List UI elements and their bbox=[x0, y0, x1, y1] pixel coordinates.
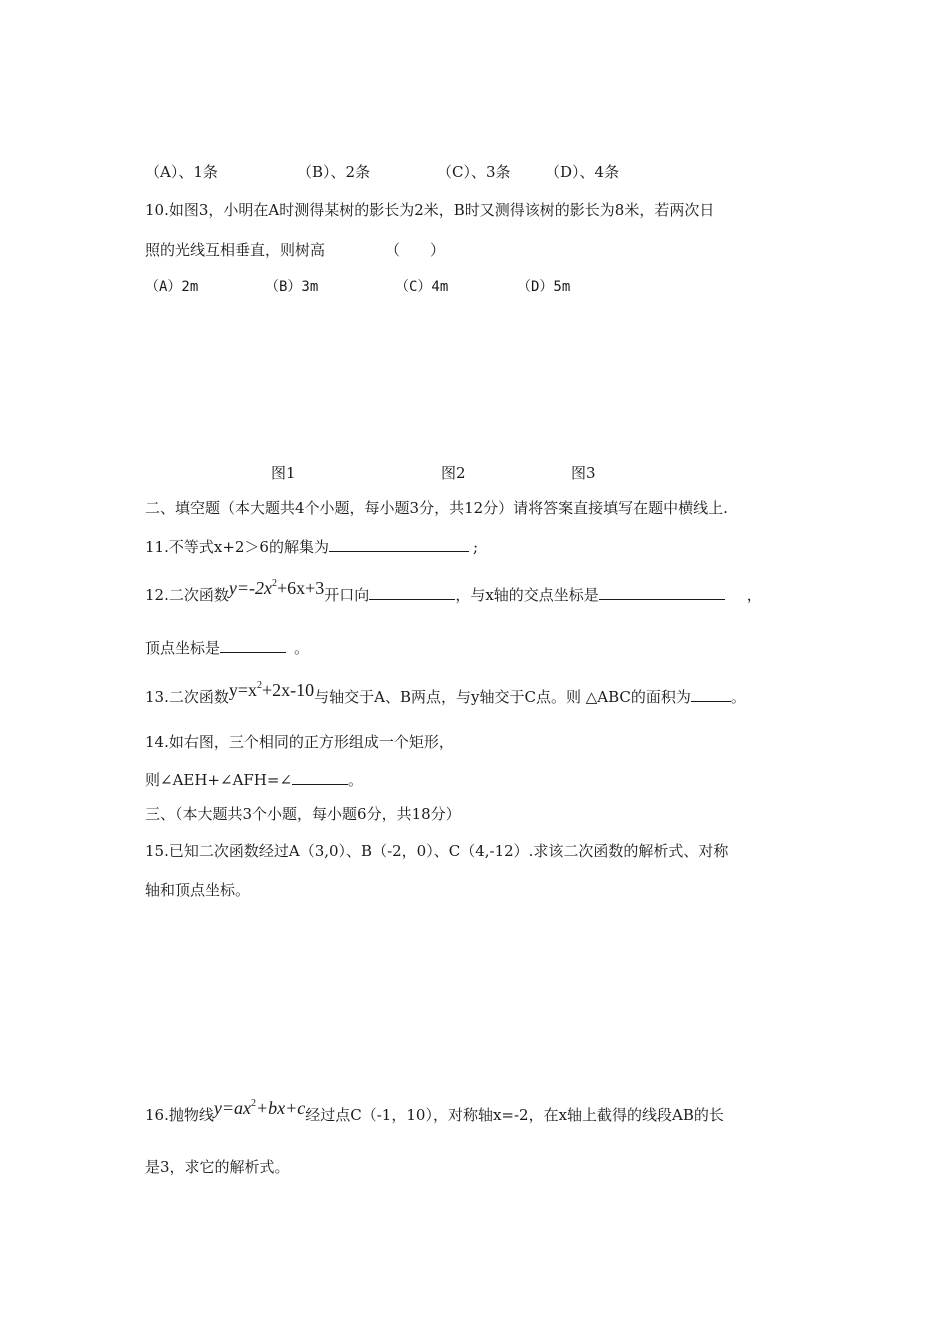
figure-3-label: 图3 bbox=[571, 464, 596, 482]
q16-line2: 是3，求它的解析式。 bbox=[145, 1158, 290, 1176]
q16-formula bbox=[214, 1094, 305, 1118]
q14-line2-prefix: 则∠AEH+∠AFH=∠ bbox=[145, 771, 293, 789]
q10-stem: 照的光线互相垂直，则树高 bbox=[145, 241, 326, 259]
q16-line1 bbox=[145, 1100, 724, 1125]
q13-formula-b: +2x-10 bbox=[262, 680, 315, 700]
q11-suffix: ; bbox=[472, 538, 479, 556]
q10-answer-paren: （ ） bbox=[385, 241, 446, 259]
q16-prefix: 16.抛物线 bbox=[145, 1106, 214, 1124]
q9-option-d: （D）、4条 bbox=[545, 163, 620, 181]
q10-option-c: （C）4m bbox=[395, 279, 449, 295]
q10-option-d: （D）5m bbox=[517, 279, 571, 295]
q13-mid: 与轴交于A、B两点，与y轴交于C点。则 △ABC的面积为 bbox=[314, 688, 691, 706]
q12-intersection-blank[interactable] bbox=[599, 583, 725, 600]
q13-end: 。 bbox=[730, 688, 746, 706]
q13-formula bbox=[229, 676, 314, 700]
q13-area-blank[interactable] bbox=[691, 685, 731, 702]
q16-formula-sup: 2 bbox=[250, 1098, 256, 1109]
q12-formula-a: y=-2x bbox=[228, 578, 272, 598]
q9-option-b: （B）、2条 bbox=[297, 163, 371, 181]
q16-formula-a: y=ax bbox=[213, 1098, 251, 1118]
q14-line2-end: 。 bbox=[348, 771, 364, 789]
q12-end: ， bbox=[746, 586, 762, 604]
q12-vertex-blank[interactable] bbox=[220, 636, 286, 653]
q12-mid: 开口向 bbox=[324, 586, 370, 604]
q10-line2 bbox=[145, 240, 445, 260]
figure-2-label: 图2 bbox=[441, 464, 466, 482]
q11-prefix: 11.不等式x+2＞6的解集为 bbox=[145, 538, 329, 556]
q12-line2 bbox=[145, 636, 309, 658]
q11-answer-blank[interactable] bbox=[329, 535, 469, 552]
q15-line2: 轴和顶点坐标。 bbox=[145, 881, 251, 899]
q10-options bbox=[145, 277, 570, 297]
q12-formula-b: +6x+3 bbox=[276, 578, 325, 598]
q12-mid2: ，与x轴的交点坐标是 bbox=[455, 586, 599, 604]
q14-line2 bbox=[145, 768, 363, 790]
section3-heading: 三、（本大题共3个小题，每小题6分，共18分） bbox=[145, 805, 461, 823]
q10-line1: 10.如图3，小明在A时测得某树的影长为2米，B时又测得该树的影长为8米，若两次日 bbox=[145, 201, 715, 219]
figure-1-label: 图1 bbox=[271, 464, 296, 482]
q9-option-c: （C）、3条 bbox=[437, 163, 511, 181]
q13-line bbox=[145, 682, 746, 707]
q15-line1: 15.已知二次函数经过A（3,0）、B（-2，0）、C（4,-12）.求该二次函数的解析式、对称 bbox=[145, 842, 729, 860]
q12-line2-prefix: 顶点坐标是 bbox=[145, 639, 221, 657]
q12-direction-blank[interactable] bbox=[369, 583, 455, 600]
q12-prefix: 12.二次函数 bbox=[145, 586, 229, 604]
q12-formula bbox=[229, 574, 324, 598]
q13-formula-sup: 2 bbox=[257, 680, 263, 691]
q16-formula-b: +bx+c bbox=[255, 1098, 306, 1118]
q13-formula-a: y=x bbox=[228, 680, 258, 700]
q14-angle-blank[interactable] bbox=[292, 768, 348, 785]
q10-option-b: （B）3m bbox=[265, 279, 319, 295]
q16-line1-rest: 经过点C（-1，10），对称轴x=-2，在x轴上截得的线段AB的长 bbox=[305, 1106, 724, 1124]
q13-prefix: 13.二次函数 bbox=[145, 688, 229, 706]
q9-options bbox=[145, 162, 619, 182]
q12-line2-end: 。 bbox=[294, 639, 310, 657]
q12-line1 bbox=[145, 580, 762, 605]
q9-option-a: （A）、1条 bbox=[145, 163, 218, 181]
q12-formula-sup: 2 bbox=[271, 578, 277, 589]
q10-option-a: （A）2m bbox=[145, 279, 199, 295]
section2-heading: 二、填空题（本大题共4个小题，每小题3分，共12分）请将答案直接填写在题中横线上. bbox=[145, 499, 728, 517]
q11-line bbox=[145, 535, 478, 557]
q14-line1: 14.如右图，三个相同的正方形组成一个矩形， bbox=[145, 733, 454, 751]
